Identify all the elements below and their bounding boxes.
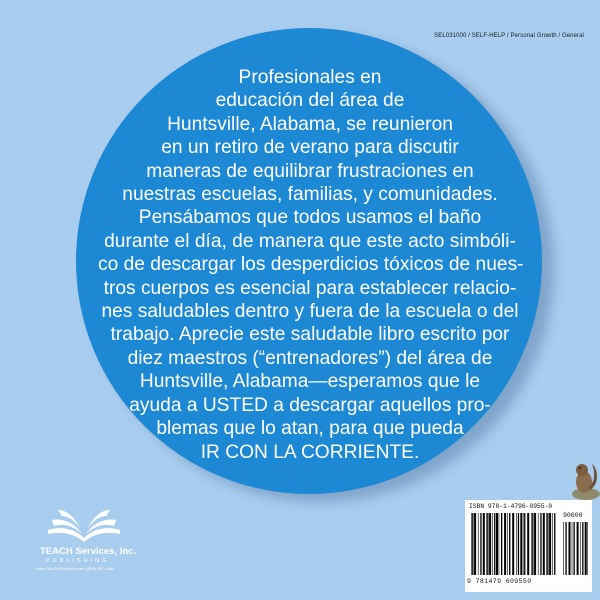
barcode-stripe (582, 522, 583, 575)
blurb-line: ayuda a USTED a descargar aquellos pro- (129, 394, 491, 416)
barcode-stripe (489, 513, 491, 575)
barcode-stripe (483, 513, 485, 575)
barcode-addon-number: 90000 (563, 512, 583, 519)
barcode-stripe (480, 513, 481, 575)
barcode-bars (471, 513, 557, 575)
category-label: SEL031000 / SELF-HELP / Personal Growth / General (434, 33, 584, 39)
barcode-stripe (496, 513, 498, 575)
barcode-stripe (486, 513, 487, 575)
barcode-stripe (504, 513, 506, 575)
barcode-stripe (524, 513, 525, 575)
publisher-subtitle: PUBLISHING (46, 558, 110, 564)
barcode-stripe (478, 513, 479, 575)
barcode-stripe (534, 513, 536, 575)
barcode-ean-number: 9 781479 609550 (467, 578, 532, 585)
barcode-stripe (587, 522, 588, 575)
barcode-stripe (492, 513, 493, 575)
blurb-line: IR CON LA CORRIENTE. (200, 441, 420, 463)
barcode-stripe (580, 522, 581, 575)
barcode-stripe (563, 522, 564, 575)
blurb-line: co de descargar los desperdicios tóxicos de nues- (98, 254, 524, 276)
blurb-line: blemas que lo atan, para que pueda (156, 418, 464, 440)
barcode-stripe (520, 513, 522, 575)
barcode-stripe (538, 513, 539, 575)
barcode-stripe (494, 513, 495, 575)
barcode-stripe (518, 513, 519, 575)
barcode-stripe (507, 513, 508, 575)
squirrel-image (566, 454, 600, 500)
barcode-stripe (554, 513, 555, 575)
barcode-stripe (547, 513, 548, 575)
blurb-line: educación del área de (215, 90, 405, 112)
barcode-stripe (540, 513, 541, 575)
blurb-line: nes saludables dentro y fuera de la escuela o del (101, 301, 519, 323)
barcode-stripe (516, 513, 517, 575)
publisher-logo (32, 504, 137, 574)
barcode-stripe (585, 522, 587, 575)
barcode-addon-bars (563, 522, 589, 575)
barcode-stripe (509, 513, 510, 575)
isbn-barcode (465, 500, 592, 592)
barcode-stripe (577, 522, 579, 575)
barcode-stripe (565, 522, 566, 575)
blurb-line: Pensábamos que todos usamos el baño (138, 207, 482, 229)
barcode-stripe (471, 513, 472, 575)
blurb-line: durante el día, de manera que este acto simbóli- (104, 230, 516, 252)
isbn-text: ISBN 978-1-4796-0955-0 (469, 503, 553, 510)
blurb-line: trabajo. Aprecie este saludable libro escrito por (110, 324, 510, 346)
barcode-stripe (512, 513, 514, 575)
open-book-icon (46, 504, 122, 544)
barcode-stripe (549, 513, 551, 575)
barcode-stripe (501, 513, 502, 575)
barcode-stripe (543, 513, 545, 575)
barcode-stripe (531, 513, 532, 575)
barcode-stripe (569, 522, 571, 575)
barcode-stripe (552, 513, 553, 575)
back-cover-blurb (98, 66, 522, 464)
barcode-stripe (487, 513, 488, 575)
barcode-stripe (532, 513, 533, 575)
publisher-name: TEACH Services, Inc. (40, 546, 137, 557)
barcode-stripe (572, 522, 573, 575)
blurb-line: en un retiro de verano para discutir (161, 137, 459, 159)
blurb-line: Huntsville, Alabama—esperamos que le (139, 371, 481, 393)
blurb-line: Profesionales en (238, 67, 382, 88)
barcode-stripe (523, 513, 524, 575)
barcode-stripe (472, 513, 473, 575)
barcode-stripe (527, 513, 529, 575)
barcode-stripe (546, 513, 547, 575)
blurb-line: Huntsville, Alabama, se reunieron (167, 113, 453, 135)
barcode-stripe (499, 513, 500, 575)
publisher-contact: www.TEACHServices.com • (800) 367-1844 (36, 566, 115, 571)
barcode-stripe (474, 513, 476, 575)
barcode-stripe (574, 522, 575, 575)
blurb-line: tros cuerpos es esencial para establecer relacio- (103, 277, 517, 299)
blurb-line: diez maestros (“entrenadores”) del área de (127, 347, 493, 369)
blurb-line: nuestras escuelas, familias, y comunidades. (122, 184, 498, 206)
blurb-line: maneras de equilibrar frustraciones en (146, 160, 474, 182)
